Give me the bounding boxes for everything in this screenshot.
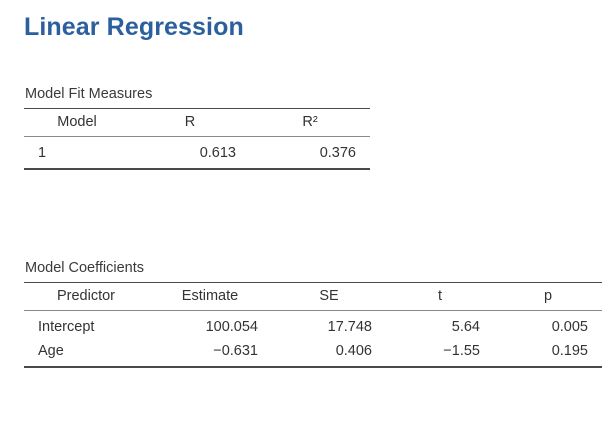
table-row <box>24 339 602 367</box>
column-header-model: Model <box>24 109 130 137</box>
column-header-predictor: Predictor <box>24 283 148 311</box>
table-header-row <box>24 109 370 137</box>
cell-se: 0.406 <box>335 343 372 359</box>
cell-t: 5.64 <box>451 319 480 335</box>
cell-estimate: −0.631 <box>213 343 258 359</box>
table-row <box>24 137 370 170</box>
cell-p: 0.195 <box>551 343 588 359</box>
cell-model: 1 <box>38 145 47 161</box>
cell-p: 0.005 <box>551 319 588 335</box>
model-coefficients-table <box>24 282 602 368</box>
model-coefficients-block <box>24 260 602 368</box>
page-title: Linear Regression <box>24 13 244 41</box>
model-fit-measures-block <box>24 86 370 170</box>
model-fit-measures-caption: Model Fit Measures <box>25 86 153 102</box>
column-header-se: SE <box>272 283 386 311</box>
column-header-r: R <box>130 109 250 137</box>
cell-r-squared: 0.376 <box>319 145 356 161</box>
column-header-p: p <box>494 283 602 311</box>
column-header-t: t <box>386 283 494 311</box>
model-fit-measures-table <box>24 108 370 170</box>
cell-r: 0.613 <box>199 145 236 161</box>
cell-t: −1.55 <box>443 343 480 359</box>
model-coefficients-caption: Model Coefficients <box>25 260 145 276</box>
cell-estimate: 100.054 <box>205 319 258 335</box>
column-header-estimate: Estimate <box>148 283 272 311</box>
table-header-row <box>24 283 602 311</box>
table-row <box>24 311 602 340</box>
cell-se: 17.748 <box>327 319 372 335</box>
cell-predictor: Intercept <box>38 319 95 335</box>
cell-predictor: Age <box>38 343 64 359</box>
column-header-r-squared: R² <box>250 109 370 137</box>
